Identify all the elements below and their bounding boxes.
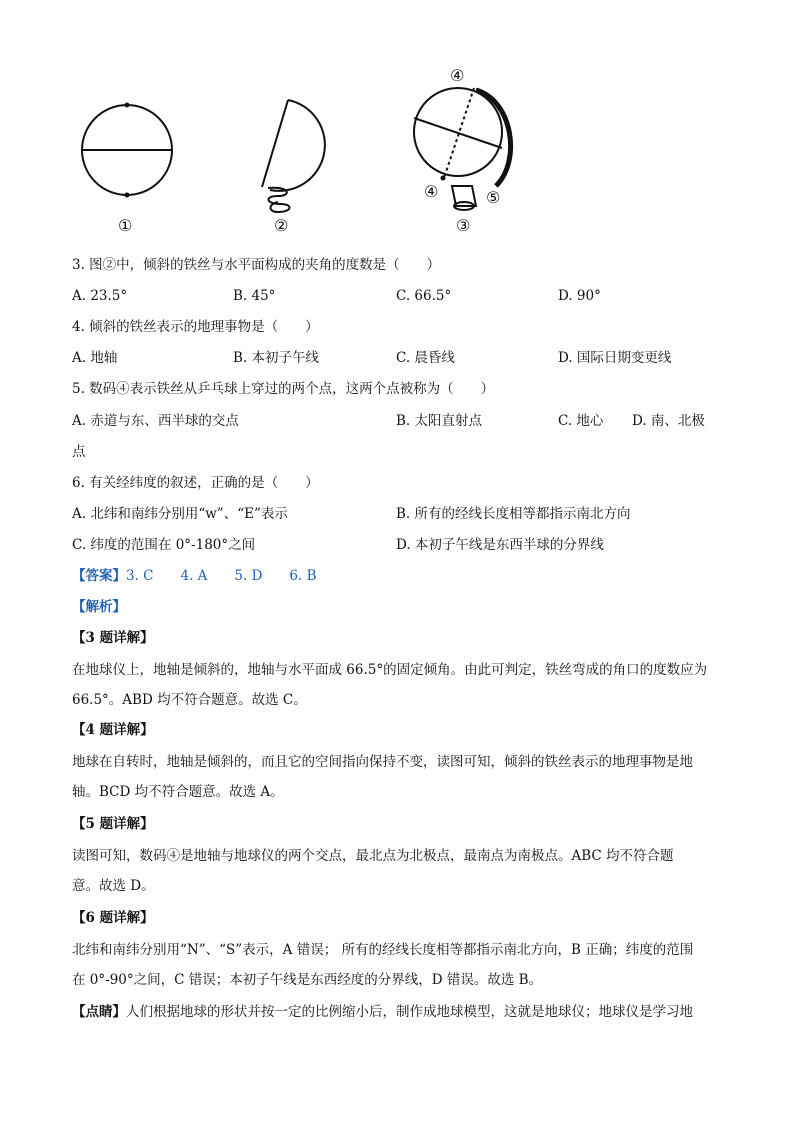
detail-3-line-2: 66.5°。ABD 均不符合题意。故选 C。 (72, 692, 307, 708)
question-3-option-b: B. 45° (233, 288, 276, 304)
detail-4-line-2: 轴。BCD 均不符合题意。故选 A。 (72, 784, 284, 800)
detail-4-body (72, 747, 722, 807)
question-5-option-c: C. 地心 (558, 413, 604, 429)
detail-5-line-2: 意。故选 D。 (72, 878, 155, 894)
question-4-option-c: C. 晨昏线 (396, 350, 455, 366)
question-4-option-b: B. 本初子午线 (233, 350, 320, 366)
detail-5-body (72, 841, 722, 901)
question-6-option-d: D. 本初子午线是东西半球的分界线 (396, 537, 604, 553)
question-4-option-d: D. 国际日期变更线 (558, 350, 672, 366)
question-6-stem: 6. 有关经纬度的叙述，正确的是（ ） (72, 475, 319, 491)
answer-tag: 【答案】 (72, 568, 126, 584)
figure-label-4-bottom: ④ (424, 182, 439, 201)
question-5-option-b: B. 太阳直射点 (396, 413, 483, 429)
figure-1-circle (82, 105, 172, 195)
figure-2-half-circle (262, 100, 325, 212)
detail-3-line-1: 在地球仪上，地轴是倾斜的，地轴与水平面成 66.5°的固定倾角。由此可判定，铁丝弯成的角口的度数应为 (72, 662, 708, 678)
figure-label-3: ③ (456, 216, 471, 235)
tip-line (72, 1002, 693, 1022)
detail-6-title: 【6 题详解】 (72, 910, 154, 926)
figure-globe-models (0, 60, 794, 240)
analysis-tag: 【解析】 (72, 599, 126, 615)
figure-label-1: ① (118, 216, 133, 235)
detail-6-body (72, 935, 722, 995)
detail-3-body (72, 655, 722, 715)
question-5-option-a: A. 赤道与东、西半球的交点 (72, 413, 239, 429)
analysis-line (72, 597, 126, 617)
detail-5-title: 【5 题详解】 (72, 816, 154, 832)
question-4-option-a: A. 地轴 (72, 350, 118, 366)
question-3-option-a: A. 23.5° (72, 288, 128, 304)
tip-text: 人们根据地球的形状并按一定的比例缩小后，制作成地球模型，这就是地球仪；地球仪是学习地 (126, 1004, 693, 1020)
detail-5-line-1: 读图可知，数码④是地轴与地球仪的两个交点，最北点为北极点，最南点为南极点。ABC 均不符合题 (72, 848, 674, 864)
detail-4-title: 【4 题详解】 (72, 722, 154, 738)
figure-label-4-top: ④ (450, 66, 465, 85)
figure-label-2: ② (274, 216, 289, 235)
question-6-option-c: C. 纬度的范围在 0°-180°之间 (72, 537, 256, 553)
question-5-option-d-continuation: 点 (72, 444, 86, 460)
question-3-stem: 3. 图②中，倾斜的铁丝与水平面构成的夹角的度数是（ ） (72, 257, 441, 273)
detail-6-line-2: 在 0°-90°之间，C 错误；本初子午线是东西经度的分界线，D 错误。故选 B。 (72, 972, 543, 988)
question-5-stem: 5. 数码④表示铁丝从乒乓球上穿过的两个点，这两个点被称为（ ） (72, 381, 495, 397)
question-6-option-b: B. 所有的经线长度相等都指示南北方向 (396, 506, 631, 522)
detail-4-line-1: 地球在自转时，地轴是倾斜的，而且它的空间指向保持不变，读图可知，倾斜的铁丝表示的地理事物是地 (72, 754, 693, 770)
answer-line (72, 566, 317, 586)
detail-6-line-1: 北纬和南纬分别用“N”、“S”表示，A 错误； 所有的经线长度相等都指示南北方向，B 正确；纬度的范围 (72, 942, 694, 958)
question-3-option-c: C. 66.5° (396, 288, 452, 304)
figure-drawing (0, 60, 794, 240)
question-3-option-d: D. 90° (558, 288, 601, 304)
figure-label-5: ⑤ (486, 188, 501, 207)
tip-tag: 【点睛】 (72, 1004, 126, 1020)
question-4-stem: 4. 倾斜的铁丝表示的地理事物是（ ） (72, 319, 319, 335)
detail-3-title: 【3 题详解】 (72, 630, 154, 646)
question-5-option-d: D. 南、北极 (632, 413, 705, 429)
answer-text: 3. C 4. A 5. D 6. B (126, 568, 317, 584)
question-6-option-a: A. 北纬和南纬分别用“w”、“E”表示 (72, 506, 288, 522)
